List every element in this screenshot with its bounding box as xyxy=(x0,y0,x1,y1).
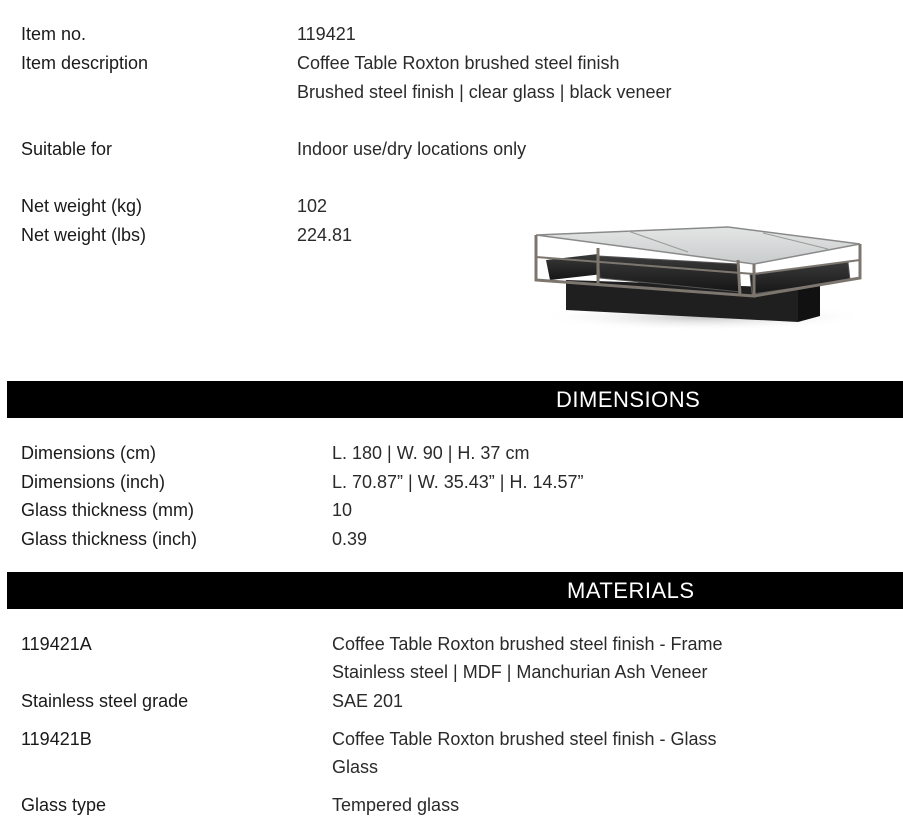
glass-thickness-inch-value: 0.39 xyxy=(332,529,368,549)
net-weight-lbs-label: Net weight (lbs) xyxy=(21,225,147,245)
glass-type-value: Tempered glass xyxy=(332,795,460,815)
glass-thickness-mm-label: Glass thickness (mm) xyxy=(21,500,195,520)
materials-header xyxy=(7,572,903,609)
frame-line1: Coffee Table Roxton brushed steel finish - Frame xyxy=(332,634,723,654)
suitable-for-label: Suitable for xyxy=(21,139,113,159)
dimensions-cm-value: L. 180 | W. 90 | H. 37 cm xyxy=(332,443,530,463)
net-weight-kg-value: 102 xyxy=(297,196,328,216)
dimensions-cm-label: Dimensions (cm) xyxy=(21,443,157,463)
glass-line1: Coffee Table Roxton brushed steel finish - Glass xyxy=(332,729,717,749)
glass-line2: Glass xyxy=(332,757,379,777)
dimensions-inch-label: Dimensions (inch) xyxy=(21,472,166,492)
net-weight-kg-label: Net weight (kg) xyxy=(21,196,143,216)
item-description-label: Item description xyxy=(21,53,149,73)
net-weight-lbs-value: 224.81 xyxy=(297,225,353,245)
glass-thickness-mm-value: 10 xyxy=(332,500,353,520)
dimensions-title: DIMENSIONS xyxy=(556,387,701,412)
glass-code: 119421B xyxy=(21,729,92,749)
dimensions-inch-value: L. 70.87” | W. 35.43” | H. 14.57” xyxy=(332,472,584,492)
dimensions-header xyxy=(7,381,903,418)
product-image xyxy=(528,222,866,334)
item-description-line2: Brushed steel finish | clear glass | black veneer xyxy=(297,82,672,102)
glass-type-label: Glass type xyxy=(21,795,107,815)
item-description-line1: Coffee Table Roxton brushed steel finish xyxy=(297,53,620,73)
suitable-for-value: Indoor use/dry locations only xyxy=(297,139,527,159)
item-no-label: Item no. xyxy=(21,24,87,44)
frame-line2: Stainless steel | MDF | Manchurian Ash Veneer xyxy=(332,662,708,682)
materials-title: MATERIALS xyxy=(567,578,695,603)
steel-grade-value: SAE 201 xyxy=(332,691,404,711)
item-no-value: 119421 xyxy=(297,24,356,44)
steel-grade-label: Stainless steel grade xyxy=(21,691,189,711)
frame-code: 119421A xyxy=(21,634,92,654)
glass-thickness-inch-label: Glass thickness (inch) xyxy=(21,529,198,549)
